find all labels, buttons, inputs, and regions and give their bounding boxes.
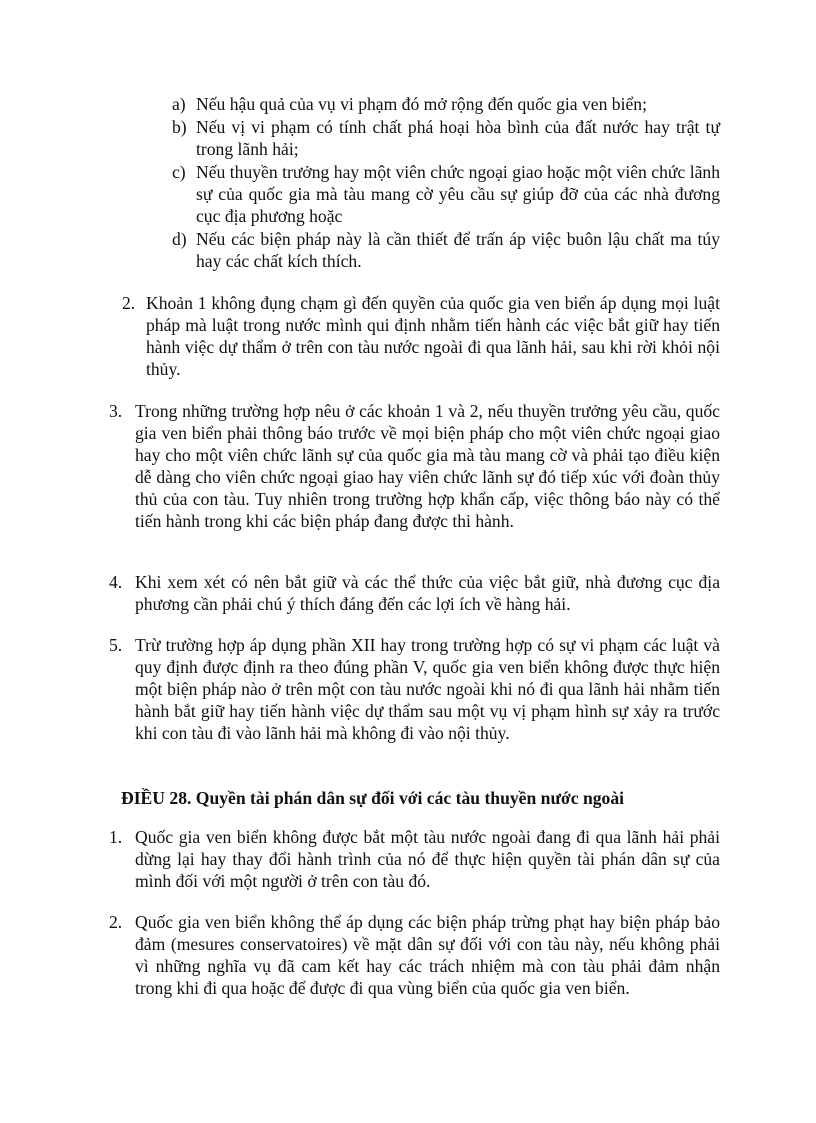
list-text: Nếu các biện pháp này là cần thiết để trấn áp việc buôn lậu chất ma túy hay các chất kích thích. [196, 229, 720, 271]
list-label: c) [172, 162, 186, 182]
paragraph-text: Khoản 1 không đụng chạm gì đến quyền của quốc gia ven biển áp dụng mọi luật pháp mà luật trong nước mình qui định nhằm tiến hành các việc bắt giữ hay tiến hành việc dự thẩm ở trên con tàu nước ngoài đi qua lãnh hải, sau khi rời khỏi nội thủy. [146, 293, 720, 379]
paragraph-text: Khi xem xét có nên bắt giữ và các thể thức của việc bắt giữ, nhà đương cục địa phương cần phải chú ý thích đáng đến các lợi ích về hàng hải. [135, 572, 720, 614]
paragraph-label: 2. [122, 293, 136, 313]
list-item-a [172, 93, 720, 115]
list-item-c [172, 161, 720, 227]
paragraph-label: 2. [109, 912, 123, 932]
paragraph-text: Quốc gia ven biển không được bắt một tàu nước ngoài đang đi qua lãnh hải phải dừng lại hay thay đổi hành trình của nó để thực hiện quyền tài phán dân sự của mình đối với một người ở trên con tàu đó. [135, 827, 720, 891]
list-text: Nếu hậu quả của vụ vi phạm đó mở rộng đến quốc gia ven biển; [196, 94, 647, 114]
list-item-b [172, 116, 720, 160]
paragraph-text: Trong những trường hợp nêu ở các khoản 1 và 2, nếu thuyền trưởng yêu cầu, quốc gia ven biển phải thông báo trước về mọi biện pháp cho một viên chức ngoại giao hay cho một viên chức lãnh sự của quốc gia mà tàu mang cờ và phải tạo điều kiện dễ dàng cho viên chức ngoại giao hay viên chức lãnh sự đó tiếp xúc với đoàn thủy thủ của con tàu. Tuy nhiên trong trường hợp khẩn cấp, việc thông báo này có thể tiến hành trong khi các biện pháp đang được thi hành. [135, 401, 720, 531]
paragraph-label: 1. [109, 827, 123, 847]
article-heading: ĐIỀU 28. Quyền tài phán dân sự đối với các tàu thuyền nước ngoài [121, 788, 625, 808]
paragraph-5 [109, 634, 720, 744]
paragraph-3 [109, 400, 720, 532]
paragraph-text: Quốc gia ven biển không thể áp dụng các biện pháp trừng phạt hay biện pháp bảo đảm (mesures conservatoires) về mặt dân sự đối với con tàu này, nếu không phải vì những nghĩa vụ đã cam kết hay các trách nhiệm mà con tàu phải đảm nhận trong khi đi qua hoặc để được đi qua vùng biển của quốc gia ven biển. [135, 912, 720, 998]
list-text: Nếu thuyền trưởng hay một viên chức ngoại giao hoặc một viên chức lãnh sự của quốc gia mà tàu mang cờ yêu cầu sự giúp đỡ của các nhà đương cục địa phương hoặc [196, 162, 720, 226]
list-item-d [172, 228, 720, 272]
list-label: a) [172, 94, 186, 114]
paragraph-2 [122, 292, 720, 380]
paragraph-text: Trừ trường hợp áp dụng phần XII hay trong trường hợp có sự vi phạm các luật và quy định được định ra theo đúng phần V, quốc gia ven biển không được thực hiện một biện pháp nào ở trên một con tàu nước ngoài khi nó đi qua lãnh hải nhằm tiến hành bắt giữ hay tiến hành việc dự thẩm sau một vụ vị phạm hình sự xảy ra trước khi con tàu đi vào lãnh hải mà không đi vào nội thủy. [135, 635, 720, 743]
paragraph-label: 5. [109, 635, 123, 655]
article28-item-1 [109, 826, 720, 892]
article28-item-2 [109, 911, 720, 999]
paragraph-4 [109, 571, 720, 615]
paragraph-label: 4. [109, 572, 123, 592]
list-label: d) [172, 229, 187, 249]
list-label: b) [172, 117, 187, 137]
paragraph-label: 3. [109, 401, 123, 421]
list-text: Nếu vị vi phạm có tính chất phá hoại hòa bình của đất nước hay trật tự trong lãnh hải; [196, 117, 720, 159]
